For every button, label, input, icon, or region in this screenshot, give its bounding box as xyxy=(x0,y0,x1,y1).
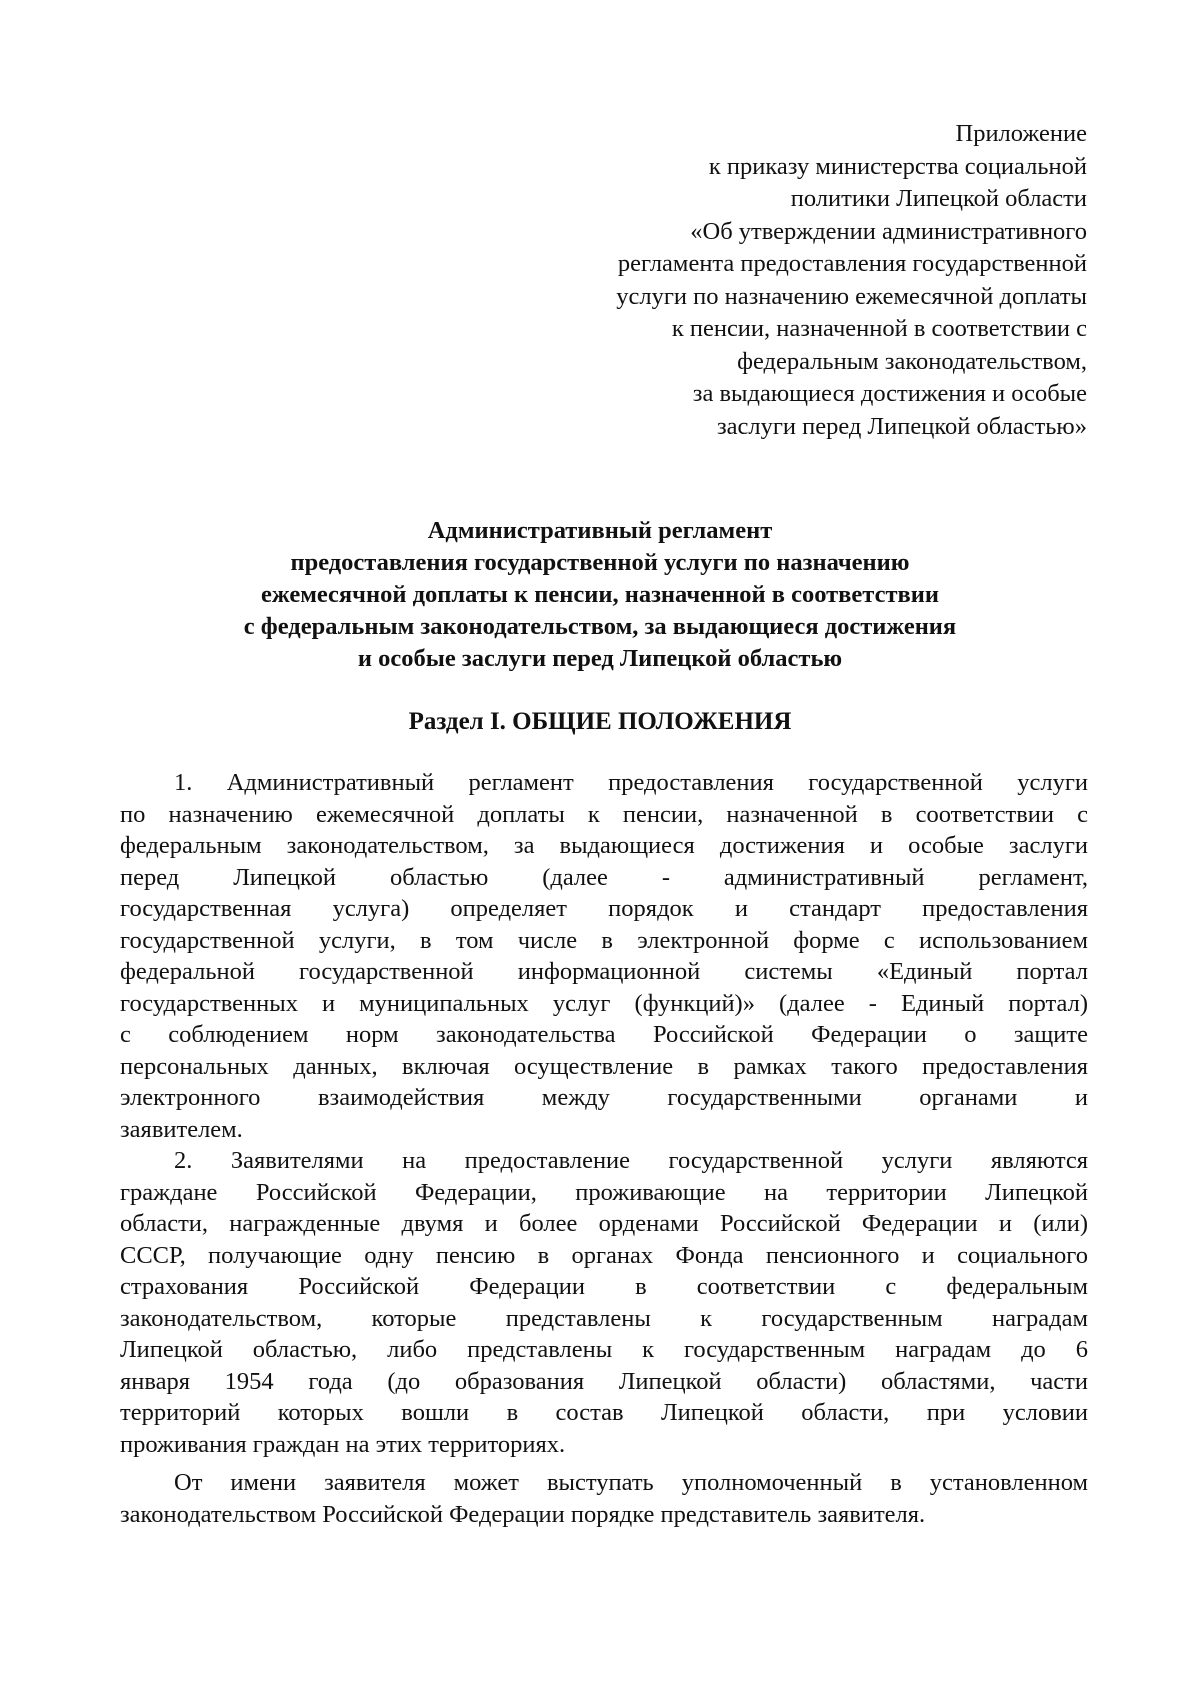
appendix-line: заслуги перед Липецкой областью» xyxy=(716,412,1087,440)
text-line: федеральным законодательством, за выдающиеся достижения и особые заслуги xyxy=(120,832,1088,859)
text-line: области, награжденные двумя и более орденами Российской Федерации и (или) xyxy=(120,1210,1088,1237)
text-line: с соблюдением норм законодательства Российской Федерации о защите xyxy=(120,1021,1088,1048)
text-line: заявителем. xyxy=(120,1115,243,1143)
title-line: и особые заслуги перед Липецкой областью xyxy=(357,645,843,672)
text-line: законодательством, которые представлены к государственным наградам xyxy=(120,1304,1088,1332)
body-text xyxy=(120,767,1088,1530)
text-line: государственных и муниципальных услуг (функций)» (далее - Единый портал) xyxy=(120,989,1088,1017)
text-line: федеральной государственной информационной системы «Единый портал xyxy=(120,958,1088,985)
text-line: перед Липецкой областью (далее - административный регламент, xyxy=(120,863,1088,891)
text-line: законодательством Российской Федерации порядке представитель заявителя. xyxy=(120,1500,926,1528)
text-line: проживания граждан на этих территориях. xyxy=(120,1430,566,1458)
appendix-line: Приложение xyxy=(955,120,1087,147)
paragraph-spacer xyxy=(120,1460,1088,1467)
title-line: с федеральным законодательством, за выдающиеся достижения xyxy=(243,613,957,640)
text-line: по назначению ежемесячной доплаты к пенсии, назначенной в соответствии с xyxy=(120,800,1088,828)
text-line: От имени заявителя может выступать уполномоченный в установленном xyxy=(174,1469,1088,1496)
title-line: Административный регламент xyxy=(427,517,773,544)
appendix-line: услуги по назначению ежемесячной доплаты xyxy=(616,282,1087,310)
text-line: страхования Российской Федерации в соответствии с федеральным xyxy=(120,1273,1088,1300)
text-line: государственная услуга) определяет порядок и стандарт предоставления xyxy=(120,895,1088,922)
appendix-line: за выдающиеся достижения и особые xyxy=(692,380,1087,407)
appendix-line: к приказу министерства социальной xyxy=(708,152,1087,180)
paragraph-2 xyxy=(120,1145,1088,1460)
text-line: граждане Российской Федерации, проживающие на территории Липецкой xyxy=(120,1178,1088,1206)
section-heading: Раздел I. ОБЩИЕ ПОЛОЖЕНИЯ xyxy=(408,708,792,735)
text-line: территорий которых вошли в состав Липецкой области, при условии xyxy=(120,1399,1088,1426)
appendix-line: федеральным законодательством, xyxy=(737,347,1087,375)
text-line: персональных данных, включая осуществление в рамках такого предоставления xyxy=(120,1052,1088,1080)
text-line: января 1954 года (до образования Липецкой области) областями, части xyxy=(120,1367,1088,1395)
title-line: ежемесячной доплаты к пенсии, назначенной в соответствии xyxy=(261,581,939,608)
paragraph-1 xyxy=(120,767,1088,1145)
text-line: 2. Заявителями на предоставление государственной услуги являются xyxy=(174,1147,1088,1174)
appendix-line: регламента предоставления государственной xyxy=(617,250,1087,277)
paragraph-3 xyxy=(120,1467,1088,1530)
appendix-line: политики Липецкой области xyxy=(790,185,1087,212)
text-line: электронного взаимодействия между государственными органами и xyxy=(120,1084,1088,1111)
document-title xyxy=(90,515,1110,675)
appendix-line: «Об утверждении административного xyxy=(690,217,1087,245)
text-line: Липецкой областью, либо представлены к государственным наградам до 6 xyxy=(120,1336,1088,1363)
appendix-header xyxy=(467,118,1087,443)
title-line: предоставления государственной услуги по назначению xyxy=(290,549,910,576)
appendix-line: к пенсии, назначенной в соответствии с xyxy=(671,315,1087,342)
text-line: государственной услуги, в том числе в электронной форме с использованием xyxy=(120,926,1088,954)
text-line: 1. Административный регламент предоставления государственной услуги xyxy=(174,769,1088,796)
text-line: СССР, получающие одну пенсию в органах Фонда пенсионного и социального xyxy=(120,1241,1088,1269)
